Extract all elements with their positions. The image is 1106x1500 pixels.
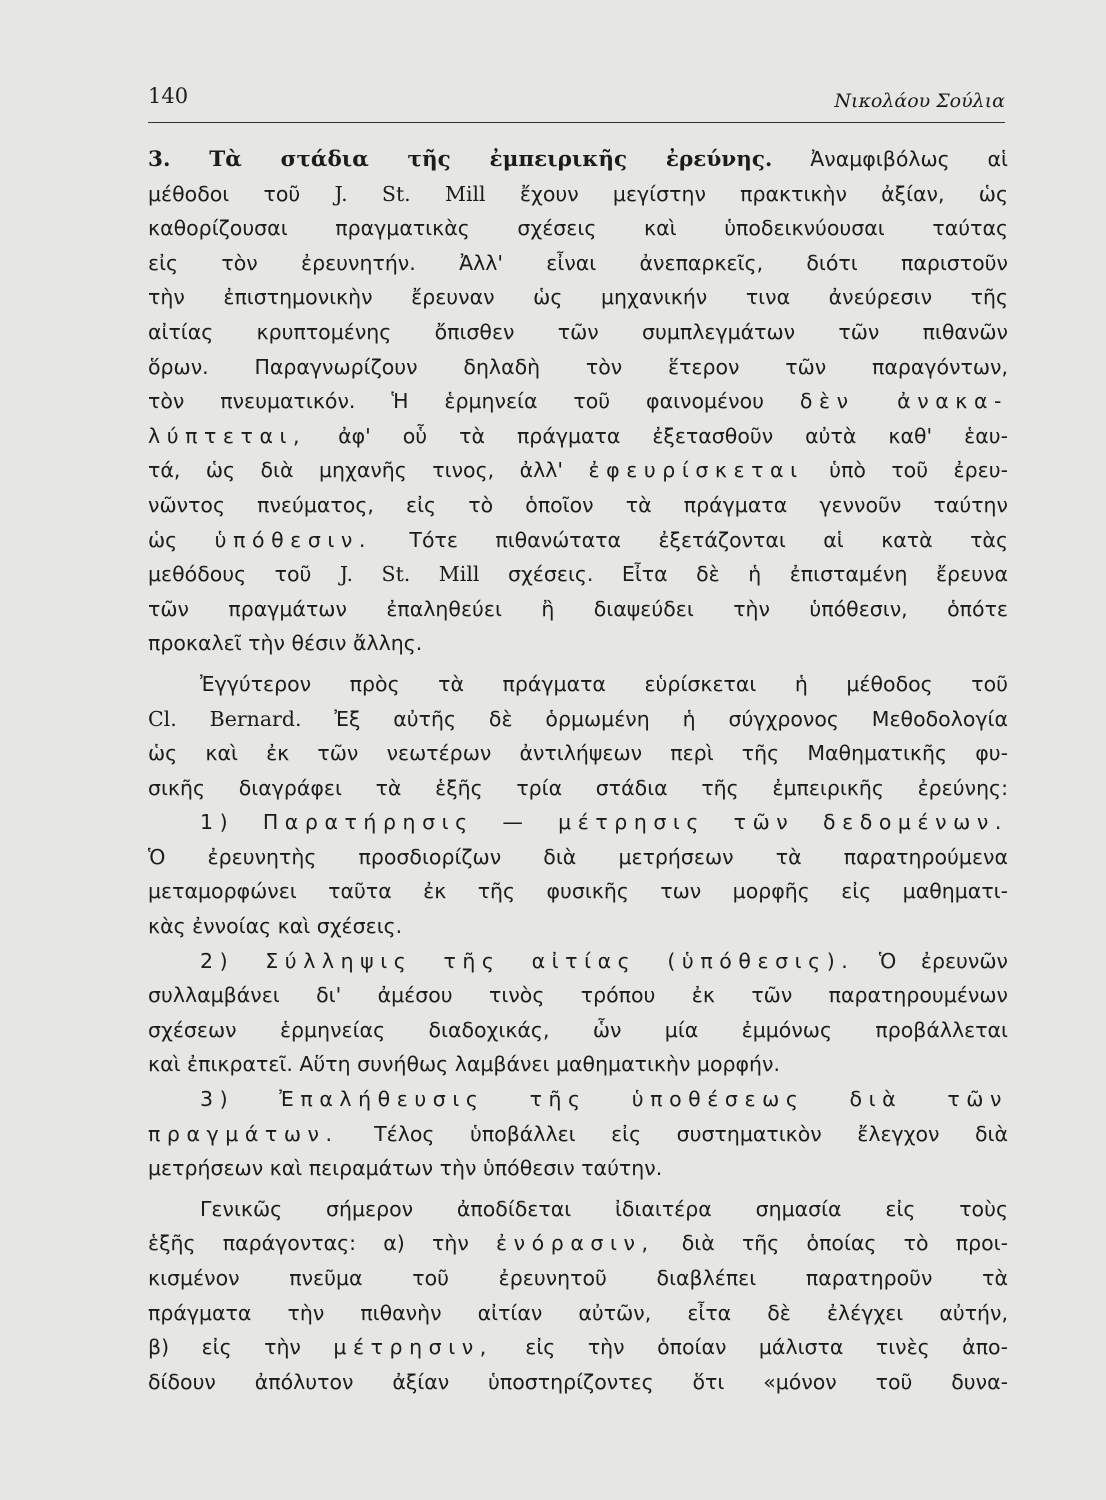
text-line: μέθοδοι τοῦ J. St. Mill ἔχουν μεγίστην πρακτικὴν ἀξίαν, ὡς	[148, 181, 1008, 206]
body-text	[148, 142, 1008, 1399]
author-name: J. St. Mill	[334, 181, 486, 206]
text-line: προκαλεῖ τὴν θέσιν ἄλλης.	[148, 631, 423, 656]
text-line: μεθόδους τοῦ J. St. Mill σχέσεις. Εἶτα δὲ ἡ ἐπισταμένη ἔρευνα	[148, 562, 1008, 587]
text-line: σικῆς διαγράφει τὰ ἑξῆς τρία στάδια τῆς ἐμπειρικῆς ἐρεύνης:	[148, 775, 1008, 800]
text-line: πραγμάτων. Τέλος ὑποβάλλει εἰς συστηματικὸν ἔλεγχον διὰ	[148, 1121, 1008, 1146]
text-line: τῶν πραγμάτων ἐπαληθεύει ἢ διαψεύδει τὴν ὑπόθεσιν, ὁπότε	[148, 596, 1008, 621]
text-line: σχέσεων ἑρμηνείας διαδοχικάς, ὧν μία ἐμμόνως προβάλλεται	[148, 1017, 1008, 1042]
text-line: ὡς καὶ ἐκ τῶν νεωτέρων ἀντιλήψεων περὶ τῆς Μαθηματικῆς φυ-	[148, 741, 1008, 766]
emphasized-text: δὲν ἀνακα-	[799, 389, 1008, 414]
text-line: μετρήσεων καὶ πειραμάτων τὴν ὑπόθεσιν ταύτην.	[148, 1156, 663, 1181]
text-line: πράγματα τὴν πιθανὴν αἰτίαν αὐτῶν, εἶτα δὲ ἐλέγχει αὐτήν,	[148, 1300, 1008, 1325]
text-line: καὶ ἐπικρατεῖ. Αὕτη συνήθως λαμβάνει μαθηματικὴν μορφήν.	[148, 1052, 781, 1077]
text-line: δίδουν ἀπόλυτον ἀξίαν ὑποστηρίζοντες ὅτι «μόνον τοῦ δυνα-	[148, 1369, 1008, 1394]
text-line: συλλαμβάνει δι' ἀμέσου τινὸς τρόπου ἐκ τῶν παρατηρουμένων	[148, 983, 1008, 1008]
text-line: 3. Τὰ στάδια τῆς ἐμπειρικῆς ἐρεύνης. Ἀναμφιβόλως αἱ	[148, 147, 1008, 172]
emphasized-text: πραγμάτων.	[148, 1121, 339, 1146]
text-line: νῶντος πνεύματος, εἰς τὸ ὁποῖον τὰ πράγματα γεννοῦν ταύτην	[148, 492, 1008, 517]
emphasized-text: ἐνόρασιν,	[496, 1231, 655, 1256]
text-line: ὡς ὑπόθεσιν. Τότε πιθανώτατα ἐξετάζονται αἱ κατὰ τὰς	[148, 527, 1008, 552]
page-header	[148, 80, 1005, 123]
text-line: ἑξῆς παράγοντας: α) τὴν ἐνόρασιν, διὰ τῆς ὁποίας τὸ προι-	[148, 1231, 1008, 1256]
author-name: Cl. Bernard.	[148, 706, 302, 731]
author-name: J. St. Mill	[339, 562, 480, 587]
list-item-heading: 3) Ἐπαλήθευσις τῆς ὑποθέσεως διὰ τῶν	[200, 1087, 1008, 1112]
text-line: καθορίζουσαι πραγματικὰς σχέσεις καὶ ὑποδεικνύουσαι ταύτας	[148, 216, 1008, 241]
text-line: τά, ὡς διὰ μηχανῆς τινος, ἀλλ' ἐφευρίσκεται ὑπὸ τοῦ ἐρευ-	[148, 458, 1008, 483]
text-line: λύπτεται, ἀφ' οὗ τὰ πράγματα ἐξετασθοῦν αὐτὰ καθ' ἑαυ-	[148, 423, 1008, 448]
text-line: 2) Σύλληψις τῆς αἰτίας (ὑπόθεσις). Ὁ ἐρευνῶν	[200, 948, 1008, 973]
text-line: κὰς ἐννοίας καὶ σχέσεις.	[148, 914, 403, 939]
text-line: Γενικῶς σήμερον ἀποδίδεται ἰδιαιτέρα σημασία εἰς τοὺς	[200, 1196, 1008, 1221]
text-line: Ἐγγύτερον πρὸς τὰ πράγματα εὑρίσκεται ἡ μέθοδος τοῦ	[200, 671, 1008, 696]
section-heading: 3. Τὰ στάδια τῆς ἐμπειρικῆς ἐρεύνης.	[148, 147, 773, 172]
text-line: Cl. Bernard. Ἐξ αὐτῆς δὲ ὁρμωμένη ἡ σύγχρονος Μεθοδολογία	[148, 706, 1008, 731]
text-line: β) εἰς τὴν μέτρησιν, εἰς τὴν ὁποίαν μάλιστα τινὲς ἀπο-	[148, 1335, 1008, 1360]
page-number: 140	[148, 84, 189, 108]
text-line: αἰτίας κρυπτομένης ὄπισθεν τῶν συμπλεγμάτων τῶν πιθανῶν	[148, 319, 1008, 344]
text-line: Ὁ ἐρευνητὴς προσδιορίζων διὰ μετρήσεων τὰ παρατηρούμενα	[148, 844, 1008, 869]
text-line: τὸν πνευματικόν. Ἡ ἑρμηνεία τοῦ φαινομένου δὲν ἀνακα-	[148, 389, 1008, 414]
running-title: Νικολάου Σούλια	[834, 90, 1005, 112]
text-line: κισμένον πνεῦμα τοῦ ἐρευνητοῦ διαβλέπει παρατηροῦν τὰ	[148, 1266, 1008, 1290]
emphasized-text: ὑπόθεσιν.	[214, 527, 372, 552]
text-line: εἰς τὸν ἐρευνητήν. Ἀλλ' εἶναι ἀνεπαρκεῖς, διότι παριστοῦν	[148, 250, 1008, 275]
text-line: τὴν ἐπιστημονικὴν ἔρευναν ὡς μηχανικήν τινα ἀνεύρεσιν τῆς	[148, 285, 1008, 310]
emphasized-text: ἐφευρίσκεται	[588, 458, 804, 483]
text-line: ὅρων. Παραγνωρίζουν δηλαδὴ τὸν ἕτερον τῶν παραγόντων,	[148, 354, 1008, 379]
text-line: μεταμορφώνει ταῦτα ἐκ τῆς φυσικῆς των μορφῆς εἰς μαθηματι-	[148, 879, 1008, 904]
list-item-heading: 2) Σύλληψις τῆς αἰτίας (ὑπόθεσις).	[200, 948, 855, 973]
emphasized-text: λύπτεται,	[148, 423, 307, 448]
emphasized-text: μέτρησιν,	[333, 1335, 493, 1360]
list-item-heading: 1) Παρατήρησις — μέτρησις τῶν δεδομένων.	[200, 810, 1008, 835]
